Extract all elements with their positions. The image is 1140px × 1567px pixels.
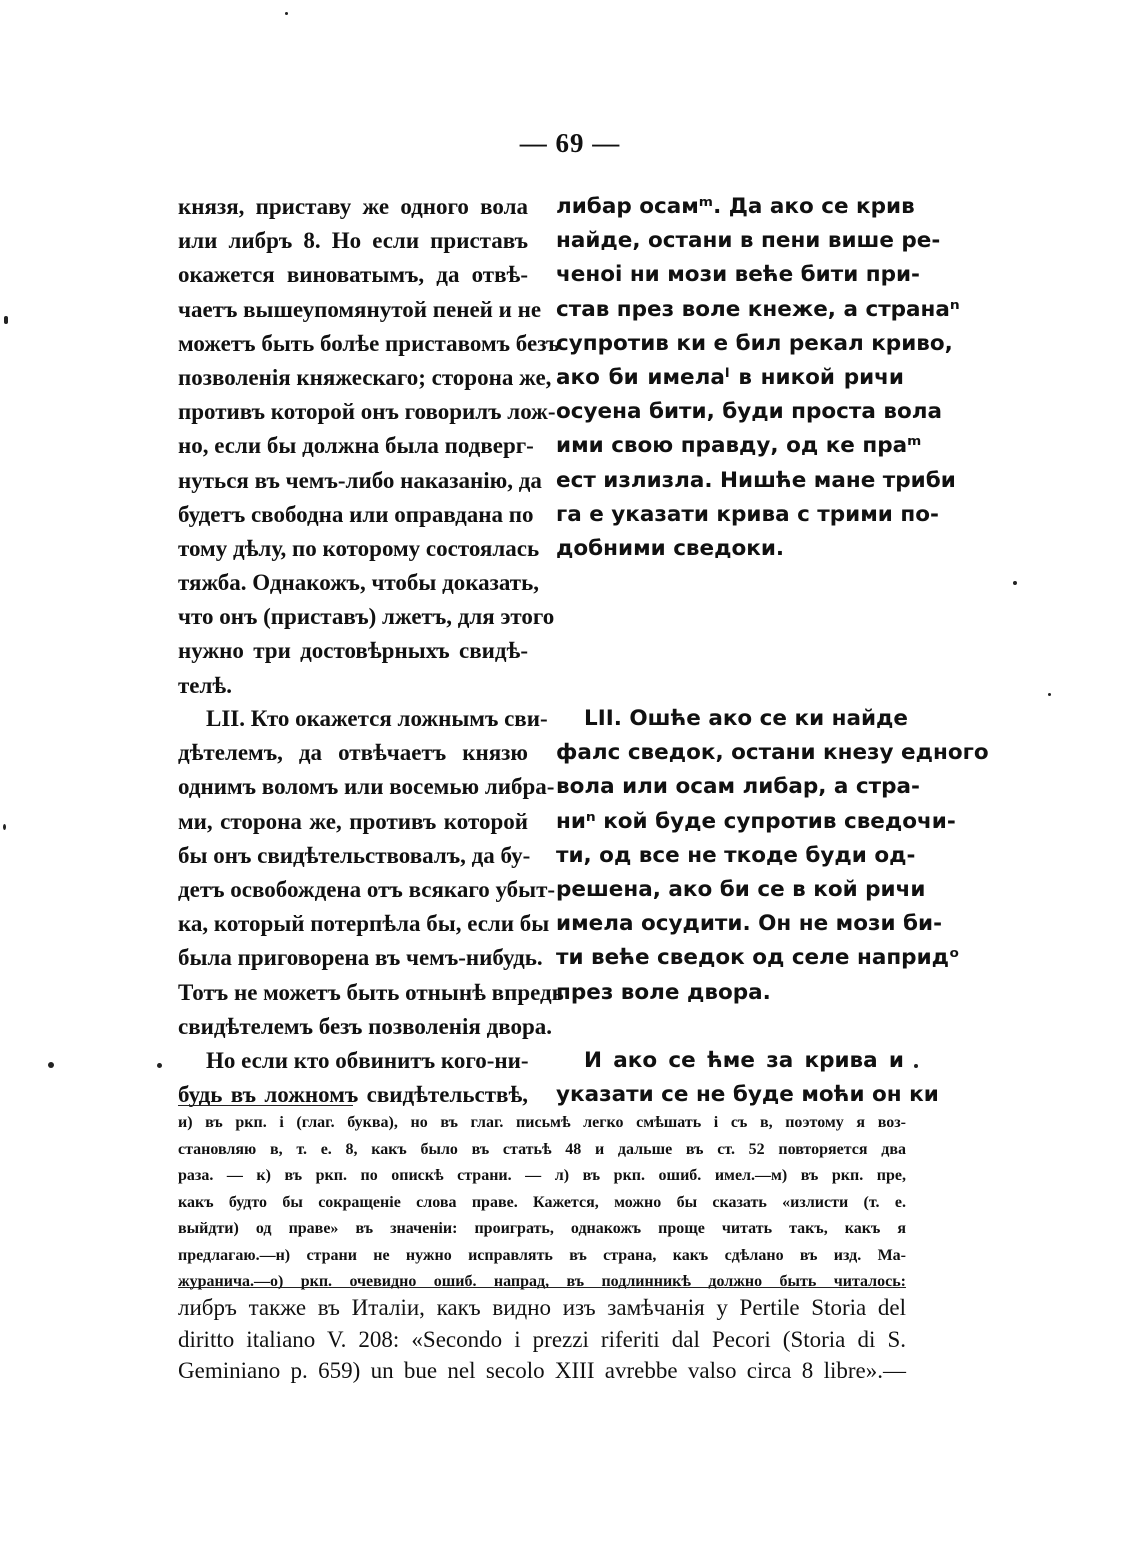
text-line: ми, сторона же, противъ которой (178, 808, 528, 834)
text-line: Тотъ не можетъ быть отнынѣ впредь (178, 979, 564, 1005)
text-line: супротив ки е бил рекал криво, (556, 330, 953, 356)
text-line: чаетъ вышеупомянутой пеней и не (178, 296, 542, 322)
right-paragraph-3 (556, 1044, 939, 1112)
text-line: указати се не буде моћи он ки (556, 1082, 939, 1108)
text-line: LII. Ошће ако се ки найде (584, 706, 909, 731)
text-line: Но если кто обвинитъ кого-ни- (206, 1048, 529, 1073)
right-paragraph-2 (556, 702, 989, 1010)
text-line: детъ освобождена отъ всякаго убыт- (178, 876, 556, 902)
text-line: или либръ 8. Но если приставъ (178, 228, 528, 254)
text-line: но, если бы должна была подверг- (178, 433, 534, 459)
left-paragraph-3 (178, 1044, 528, 1112)
footnote-line: становляю в, т. е. 8, какъ было въ статьѣ 48 и дальше въ ст. 52 повторяется два (178, 1140, 906, 1158)
scan-speck (1013, 581, 1017, 585)
text-line: став през воле кнеже, а странаⁿ (556, 296, 960, 322)
text-line: тяжба. Однакожъ, чтобы доказать, (178, 570, 540, 596)
text-line: найде, остани в пени више ре- (556, 228, 941, 254)
scan-speck (48, 1062, 54, 1068)
text-line: ниⁿ кой буде супротив сведочи- (556, 808, 956, 834)
continuation-line: либръ также въ Италіи, какъ видно изъ замѣчанія у Pertile Storia del (178, 1295, 906, 1320)
scan-speck (3, 824, 6, 830)
continuation-line: Geminiano p. 659) un bue nel secolo XIII avrebbe valso circa 8 libre».— (178, 1358, 906, 1383)
footnote-line: раза. — к) въ ркп. по опискѣ страни. — л) въ ркп. ошиб. имел.—м) въ ркп. пре, (178, 1167, 906, 1184)
text-line: решена, ако би се в кой ричи (556, 876, 926, 902)
text-line: ест излизла. Нишће мане триби (556, 467, 956, 493)
page-number: — 69 — (519, 128, 621, 158)
footnote-line: выйдти) од праве» въ значеніи: проиграть, однакожъ проще читать такъ, какъ я (178, 1220, 906, 1237)
text-line: позволенія княжескаго; сторона же, (178, 364, 552, 390)
text-line: И ако се ћме за крива и (584, 1048, 904, 1073)
footnote-continuation (178, 1292, 906, 1387)
text-line: тому дѣлу, по которому состоялась (178, 535, 540, 561)
text-line: га е указати крива с трими по- (556, 501, 939, 527)
text-line: ако би имелаˡ в никой ричи (556, 364, 904, 390)
text-line: ченоі ни мози веће бити при- (556, 262, 920, 288)
footnote-line: журанича.—о) ркп. очевидно ошиб. напрад, въ подлинникѣ должно быть читалось: (178, 1273, 906, 1290)
left-paragraph-2 (178, 702, 564, 1044)
text-line: князя, приставу же одного вола (178, 194, 528, 219)
scan-speck (4, 316, 8, 324)
text-line: окажется виноватымъ, да отвѣ- (178, 262, 528, 288)
text-line: вола или осам либар, а стра- (556, 774, 920, 800)
text-line: добними сведоки. (556, 535, 785, 561)
text-line: бы онъ свидѣтельствовалъ, да бу- (178, 842, 531, 868)
text-line: что онъ (приставъ) лжетъ, для этого (178, 604, 555, 630)
text-line: будь въ ложномъ свидѣтельствѣ, (178, 1082, 528, 1108)
scan-speck (285, 12, 288, 15)
text-line: нужно три достовѣрныхъ свидѣ- (178, 638, 528, 664)
footnotes (178, 1110, 906, 1296)
text-line: либар осамᵐ. Да ако се крив (556, 194, 915, 219)
text-line: ими свою правду, од ке праᵐ (556, 433, 922, 459)
footnote-rule (178, 1105, 353, 1106)
text-line: можетъ быть болѣе приставомъ безъ (178, 330, 560, 356)
text-line: телѣ. (178, 672, 232, 698)
text-line: однимъ воломъ или восемью либра- (178, 774, 555, 800)
left-paragraph-1 (178, 190, 560, 703)
scan-speck (914, 1064, 918, 1068)
text-line: имела осудити. Он не мози би- (556, 911, 943, 937)
footnote-line: предлагаю.—н) страни не нужно исправлять въ страна, какъ сдѣлано въ изд. Ма- (178, 1246, 906, 1264)
text-line: противъ которой онъ говорилъ лож- (178, 399, 556, 425)
text-line: LII. Кто окажется ложнымъ сви- (206, 706, 548, 731)
text-line: осуена бити, буди проста вола (556, 399, 943, 425)
text-line: свидѣтелемъ безъ позволенія двора. (178, 1013, 553, 1039)
text-line: ти, од все не ткоде буди од- (556, 842, 916, 868)
text-line: нуться въ чемъ-либо наказанію, да (178, 467, 542, 493)
footnote-line: какъ будто бы сокращеніе слова праве. Кажется, можно бы сказать «излисти (т. е. (178, 1193, 906, 1211)
scan-speck (157, 1063, 162, 1068)
continuation-rule (178, 1287, 906, 1288)
text-line: фалс сведок, остани кнезу едного (556, 740, 989, 766)
footnote-line: и) въ ркп. і (глаг. буква), но въ глаг. письмѣ легко смѣшать і съ в, поэтому я воз- (178, 1114, 906, 1131)
text-line: дѣтелемъ, да отвѣчаетъ князю (178, 740, 528, 766)
continuation-line: diritto italiano V. 208: «Secondo i prezzi riferiti dal Pecori (Storia di S. (178, 1326, 906, 1352)
text-line: была приговорена въ чемъ-нибудь. (178, 945, 543, 971)
right-paragraph-1 (556, 190, 960, 566)
text-line: будетъ свободна или оправдана по (178, 501, 534, 527)
text-line: ка, который потерпѣла бы, если бы (178, 911, 550, 937)
text-line: ти веће сведок од селе напридᵒ (556, 945, 960, 971)
text-line: през воле двора. (556, 979, 771, 1005)
scan-speck (1048, 693, 1051, 696)
